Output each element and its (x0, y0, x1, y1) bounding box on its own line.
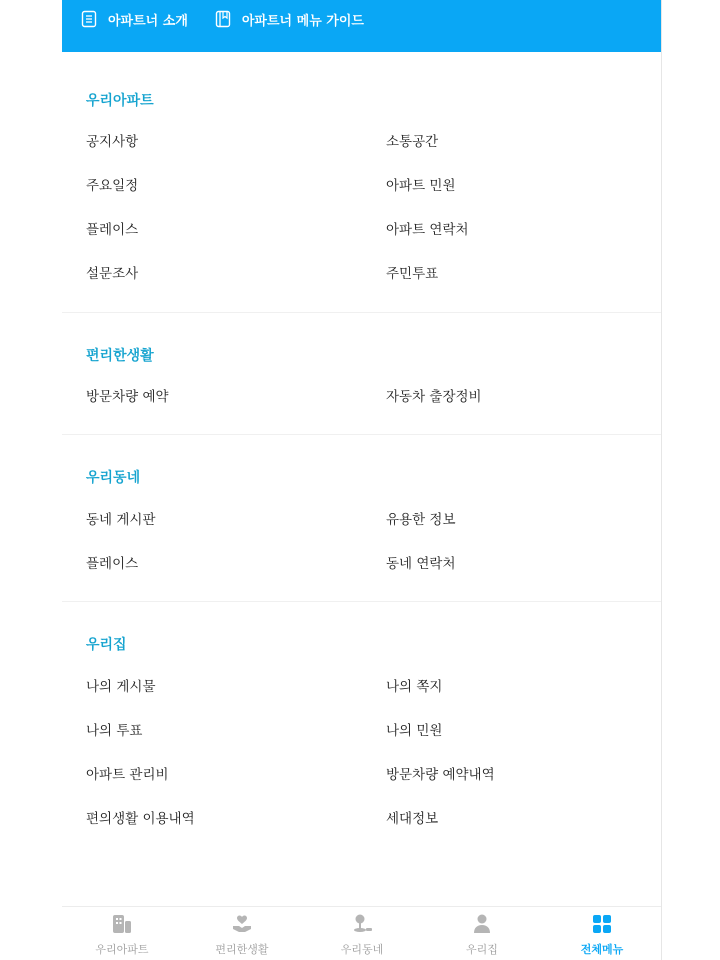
intro-label: 아파트너 소개 (108, 13, 188, 29)
menu-resident-vote[interactable]: 주민투표 (386, 266, 439, 282)
menu-apartment-contacts[interactable]: 아파트 연락처 (386, 222, 469, 238)
nav-label: 우리동네 (340, 943, 384, 956)
divider (62, 312, 662, 313)
section-title: 우리아파트 (86, 93, 154, 109)
menu-household-info[interactable]: 세대정보 (386, 811, 439, 827)
book-icon (214, 10, 232, 28)
menu-my-messages[interactable]: 나의 쪽지 (386, 679, 443, 695)
intro-link[interactable] (80, 8, 188, 30)
app-screen (62, 0, 662, 960)
document-icon (80, 10, 98, 28)
menu-guide-link[interactable] (214, 8, 364, 30)
menu-place[interactable]: 플레이스 (86, 222, 139, 238)
bottom-nav (62, 906, 662, 960)
menu-community[interactable]: 소통공간 (386, 134, 439, 150)
menu-apartment-complaint[interactable]: 아파트 민원 (386, 178, 456, 194)
menu-neighborhood-place[interactable]: 플레이스 (86, 556, 139, 572)
nav-label: 우리집 (466, 943, 498, 956)
section-title: 우리동네 (86, 470, 141, 486)
divider (62, 434, 662, 435)
nav-our-apartment[interactable] (62, 907, 182, 960)
section-title: 우리집 (86, 637, 127, 653)
grid-menu-icon (591, 913, 613, 935)
menu-neighborhood-board[interactable]: 동네 게시판 (86, 512, 156, 528)
menu-useful-info[interactable]: 유용한 정보 (386, 512, 456, 528)
hand-heart-icon (231, 913, 253, 935)
menu-guide-label: 아파트너 메뉴 가이드 (241, 13, 364, 29)
nav-label: 편리한생활 (215, 943, 269, 956)
menu-visitor-car-reservation[interactable]: 방문차량 예약 (86, 389, 169, 405)
nav-neighborhood[interactable] (302, 907, 422, 960)
menu-survey[interactable]: 설문조사 (86, 266, 139, 282)
nav-label: 우리아파트 (95, 943, 149, 956)
nav-label: 전체메뉴 (580, 943, 624, 956)
menu-schedule[interactable]: 주요일정 (86, 178, 139, 194)
menu-convenience-history[interactable]: 편의생활 이용내역 (86, 811, 195, 827)
person-icon (471, 913, 493, 935)
menu-visitor-car-history[interactable]: 방문차량 예약내역 (386, 767, 495, 783)
building-icon (111, 913, 133, 935)
nav-my-home[interactable] (422, 907, 542, 960)
location-person-icon (351, 913, 373, 935)
menu-my-complaints[interactable]: 나의 민원 (386, 723, 443, 739)
menu-my-posts[interactable]: 나의 게시물 (86, 679, 156, 695)
menu-my-votes[interactable]: 나의 투표 (86, 723, 143, 739)
nav-all-menu[interactable] (542, 907, 662, 960)
menu-neighborhood-contacts[interactable]: 동네 연락처 (386, 556, 456, 572)
menu-notice[interactable]: 공지사항 (86, 134, 139, 150)
menu-maintenance-fee[interactable]: 아파트 관리비 (86, 767, 169, 783)
section-title: 편리한생활 (86, 348, 154, 364)
divider (62, 601, 662, 602)
top-bar (62, 0, 662, 52)
menu-car-maintenance[interactable]: 자동차 출장정비 (386, 389, 482, 405)
nav-convenient-living[interactable] (182, 907, 302, 960)
